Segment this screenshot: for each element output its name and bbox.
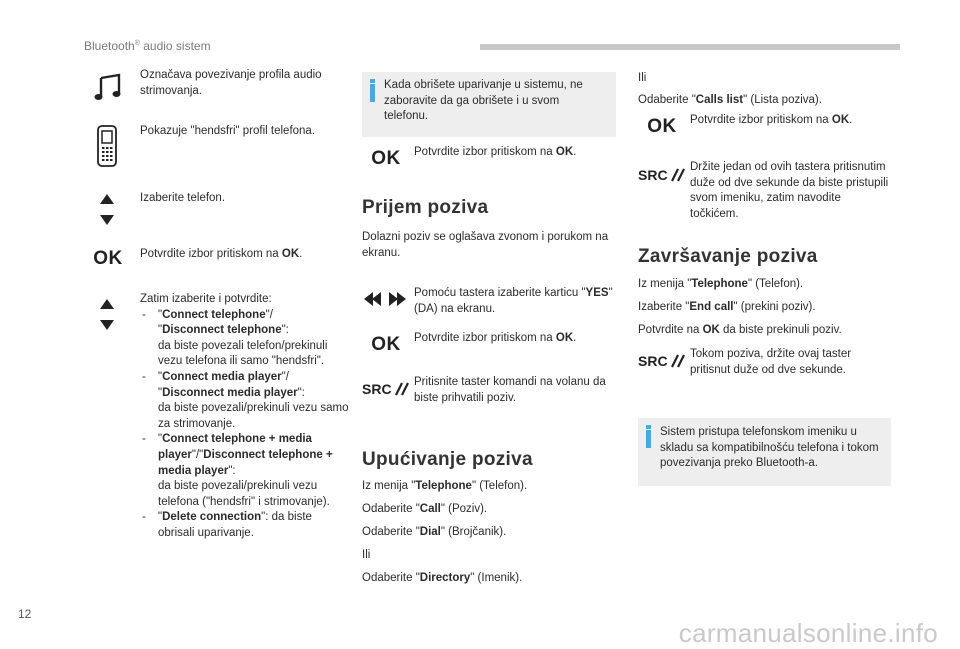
confirm-text: Potvrdite izbor pritiskom na OK. bbox=[140, 248, 303, 260]
confirm-text: Potvrdite izbor pritiskom na OK. bbox=[414, 332, 577, 344]
streaming-text: Označava povezivanje profila audio strimovanja. bbox=[140, 69, 322, 97]
heading-receive-call: Prijem poziva bbox=[362, 197, 489, 218]
option-connect-media-player: - "Connect media player"/ "Disconnect media player": da biste povezali/prekinuli vezu samo za strimovanje. bbox=[140, 370, 350, 432]
info-text: Kada obrišete uparivanje u sistemu, ne zaboravite da ga obrišete i u svom telefonu. bbox=[384, 79, 583, 123]
menu-telephone-text: Iz menija "Telephone" (Telefon). bbox=[362, 480, 528, 492]
or-text: Ili bbox=[638, 72, 647, 84]
option-connect-telephone: - "Connect telephone"/ "Disconnect telephone": da biste povezali telefon/prekinuli vezu telefona ili samo "hendsfri". bbox=[140, 308, 350, 370]
info-box-delete bbox=[362, 72, 616, 137]
up-down-arrows-icon bbox=[98, 192, 116, 228]
info-icon bbox=[646, 425, 651, 429]
src-steering-icon: SRC bbox=[638, 350, 686, 372]
watermark: carmanualsonline.info bbox=[678, 618, 938, 648]
src-steering-icon: SRC bbox=[362, 378, 410, 400]
confirm-text: Potvrdite izbor pritiskom na OK. bbox=[414, 146, 577, 158]
phone-icon bbox=[94, 124, 120, 168]
info-box-directory bbox=[638, 418, 891, 486]
yes-tab-text: Pomoću tastera izaberite karticu "YES" (DA) na ekranu. bbox=[414, 287, 613, 315]
receive-text: Dolazni poziv se oglašava zvonom i porukom na ekranu. bbox=[362, 231, 609, 259]
header-bar bbox=[480, 44, 900, 50]
select-directory-text: Odaberite "Directory" (Imenik). bbox=[362, 572, 523, 584]
page-number: 12 bbox=[18, 607, 32, 621]
select-end-call-text: Izaberite "End call" (prekini poziv). bbox=[638, 301, 816, 313]
info-icon bbox=[370, 79, 375, 83]
options-block: Zatim izaberite i potvrdite: - "Connect telephone"/ "Disconnect telephone": da biste povezali telefon/prekinuli vezu telefona ili samo "hendsfri". - "Connect media player"/ "Disconnect media player": da biste povezali/prekinuli vezu samo za strimovanje. - "Connect telephone + media player"/"Disconnect telephone + media player": da biste povezali/prekinuli vezu telefona ("hendsfri" i strimovanje). - "Delete connection": da biste obrisali uparivanje. bbox=[140, 292, 350, 542]
select-phone-text: Izaberite telefon. bbox=[140, 192, 226, 204]
heading-make-call: Upućivanje poziva bbox=[362, 449, 533, 470]
music-note-icon bbox=[90, 70, 126, 104]
left-right-arrows-icon bbox=[362, 290, 408, 308]
during-call-text: Tokom poziva, držite ovaj taster pritisnut duže od dve sekunde. bbox=[690, 348, 852, 376]
select-call-text: Odaberite "Call" (Poziv). bbox=[362, 503, 488, 515]
info-text: Sistem pristupa telefonskom imeniku u skladu sa kompatibilnošću telefona i tokom povezivanja preko Bluetooth-a. bbox=[660, 426, 879, 470]
option-connect-both: - "Connect telephone + media player"/"Disconnect telephone + media player": da biste povezali/prekinuli vezu telefona ("hendsfri" i strimovanje). bbox=[140, 432, 350, 510]
menu-telephone-text: Iz menija "Telephone" (Telefon). bbox=[638, 278, 804, 290]
heading-end-call: Završavanje poziva bbox=[638, 246, 818, 267]
src-steering-icon: SRC bbox=[638, 164, 686, 186]
ok-icon: OK bbox=[647, 116, 677, 137]
ok-icon: OK bbox=[371, 334, 401, 355]
confirm-text: Potvrdite izbor pritiskom na OK. bbox=[690, 114, 853, 126]
ok-icon: OK bbox=[371, 148, 401, 169]
page-header: Bluetooth® audio sistem bbox=[84, 39, 211, 53]
handsfree-text: Pokazuje "hendsfri" profil telefona. bbox=[140, 125, 316, 137]
option-delete-connection: - "Delete connection": da biste obrisali uparivanje. bbox=[140, 510, 350, 541]
ok-icon: OK bbox=[93, 248, 123, 269]
up-down-arrows-icon bbox=[98, 297, 116, 333]
hold-directory-text: Držite jedan od ovih tastera pritisnutim duže od dve sekunde da biste pristupili svom imeniku, zatim navodite točkićem. bbox=[690, 161, 889, 220]
select-dial-text: Odaberite "Dial" (Brojčanik). bbox=[362, 526, 507, 538]
select-calls-list-text: Odaberite "Calls list" (Lista poziva). bbox=[638, 94, 822, 106]
or-text: Ili bbox=[362, 549, 371, 561]
accept-call-text: Pritisnite taster komandi na volanu da biste prihvatili poziv. bbox=[414, 376, 606, 404]
confirm-end-text: Potvrdite na OK da biste prekinuli poziv. bbox=[638, 324, 842, 336]
